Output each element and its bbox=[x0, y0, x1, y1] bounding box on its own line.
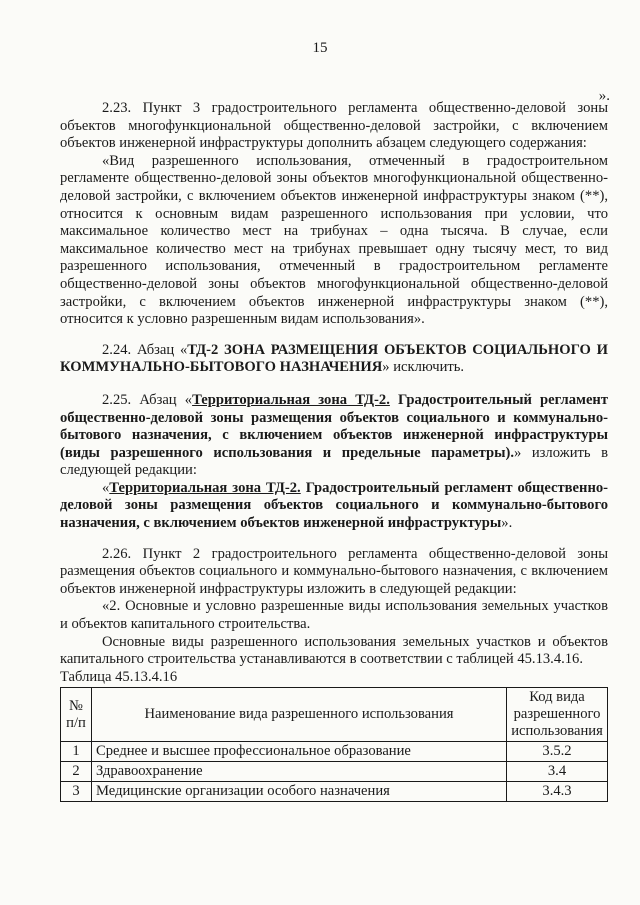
row-number: 3 bbox=[61, 782, 92, 802]
row-use-name: Медицинские организации особого назначения bbox=[92, 782, 507, 802]
row-number: 1 bbox=[61, 742, 92, 762]
table-row bbox=[61, 782, 608, 802]
table-row bbox=[61, 762, 608, 782]
table-caption: Таблица 45.13.4.16 bbox=[60, 668, 178, 685]
table-row bbox=[61, 742, 608, 762]
row-use-code: 3.5.2 bbox=[507, 742, 608, 762]
paragraph-2-23: 2.23. Пункт 3 градостроительного регламента общественно-деловой зоны объектов многофункциональной общественно-деловой застройки, с включением объектов инженерной инфраструктуры дополнить абзацем следующего содержания: bbox=[60, 100, 608, 152]
land-use-table bbox=[60, 687, 608, 802]
closing-quote-mark: ». bbox=[598, 88, 610, 104]
paragraph-2-25: 2.25. Абзац «Территориальная зона ТД-2. Градостроительный регламент общественно-деловой зоны размещения объектов социального и коммунально-бытового назначения, с включением объектов инженерной инфраструктуры (виды разрешенного использования и предельные параметры).» изложить в следующей редакции: bbox=[60, 391, 608, 479]
header-use-code: Код вида разрешенного использования bbox=[507, 688, 608, 742]
paragraph-2-24: 2.24. Абзац «ТД-2 ЗОНА РАЗМЕЩЕНИЯ ОБЪЕКТОВ СОЦИАЛЬНОГО И КОММУНАЛЬНО-БЫТОВОГО НАЗНАЧЕНИЯ» исключить. bbox=[60, 341, 608, 376]
paragraph-2-26-item-2: «2. Основные и условно разрешенные виды использования земельных участков и объектов капитального строительства. bbox=[60, 598, 608, 633]
header-number: № п/п bbox=[61, 688, 92, 742]
quoted-paragraph: «Вид разрешенного использования, отмеченный в градостроительном регламенте общественно-деловой зоны объектов многофункциональной общественно-деловой застройки, с включением объектов инженерной инфраструктуры знаком (**), относится к основным видам разрешенного использования при условии, что максимальное количество мест на трибунах – одна тысяча. В случае, если максимальное количество мест на трибунах превышает одну тысячу мест, то вид разрешенного использования, отмеченный в градостроительном регламенте общественно-деловой зоны объектов многофункциональной общественно-деловой застройки, с включением объектов инженерной инфраструктуры знаком (**), относится к условно разрешенным видам использования». bbox=[60, 152, 608, 328]
row-number: 2 bbox=[61, 762, 92, 782]
row-use-name: Здравоохранение bbox=[92, 762, 507, 782]
document-body bbox=[60, 100, 608, 802]
row-use-code: 3.4.3 bbox=[507, 782, 608, 802]
table-header-row bbox=[61, 688, 608, 742]
row-use-code: 3.4 bbox=[507, 762, 608, 782]
row-use-name: Среднее и высшее профессиональное образование bbox=[92, 742, 507, 762]
paragraph-2-25-new-text: «Территориальная зона ТД-2. Градостроительный регламент общественно-деловой зоны размещения объектов социального и коммунально-бытового назначения, с включением объектов инженерной инфраструктуры». bbox=[60, 479, 609, 532]
header-use-name: Наименование вида разрешенного использования bbox=[92, 688, 507, 742]
page-number: 15 bbox=[312, 40, 328, 56]
paragraph-2-26: 2.26. Пункт 2 градостроительного регламента общественно-деловой зоны размещения объектов социального и коммунально-бытового назначения, с включением объектов инженерной инфраструктуры изложить в следующей редакции: bbox=[60, 545, 608, 597]
paragraph-2-26-table-ref: Основные виды разрешенного использования земельных участков и объектов капитального строительства устанавливаются в соответствии с таблицей 45.13.4.16. bbox=[60, 633, 608, 668]
